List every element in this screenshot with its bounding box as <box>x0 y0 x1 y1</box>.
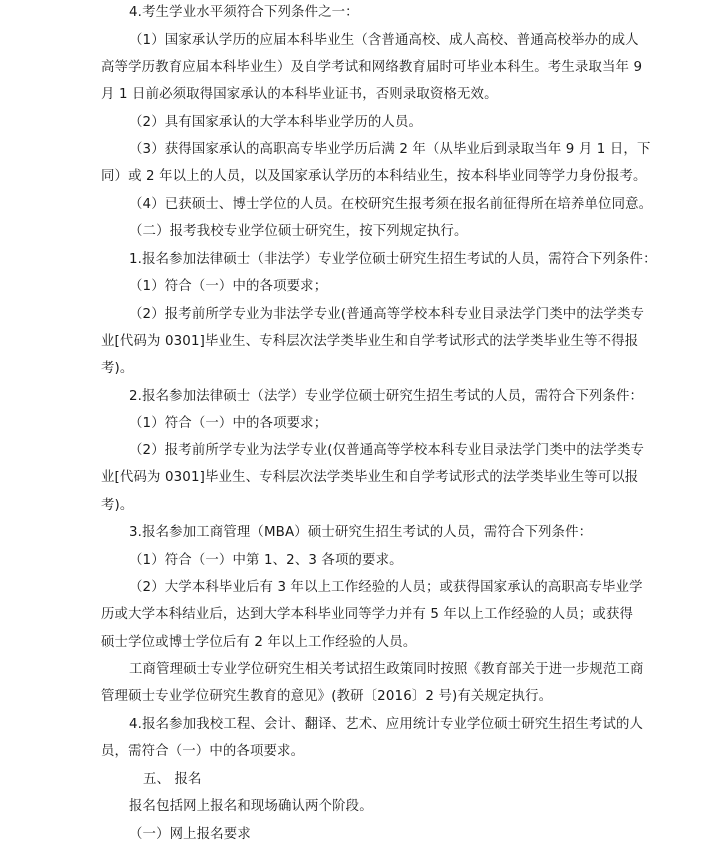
text-line: （2）报考前所学专业为法学专业(仅普通高等学校本科专业目录法学门类中的法学类专 <box>129 443 645 458</box>
subsection-heading: （一）网上报名要求 <box>129 827 251 842</box>
text-line: （4）已获硕士、博士学位的人员。在校研究生报考须在报名前征得所在培养单位同意。 <box>129 197 653 212</box>
section-heading: 五、 报名 <box>143 772 202 787</box>
text-line: 3.报名参加工商管理（MBA）硕士研究生招生考试的人员，需符合下列条件： <box>129 525 593 540</box>
text-line: 月 1 日前必须取得国家承认的本科毕业证书，否则录取资格无效。 <box>101 87 498 102</box>
text-line: （1）符合（一）中第 1、2、3 各项的要求。 <box>129 553 403 568</box>
text-line: 高等学历教育应届本科毕业生）及自学考试和网络教育届时可毕业本科生。考生录取当年 9 <box>101 60 643 75</box>
text-line: 工商管理硕士专业学位研究生相关考试招生政策同时按照《教育部关于进一步规范工商 <box>129 662 644 677</box>
text-line: （2）具有国家承认的大学本科毕业学历的人员。 <box>129 115 423 130</box>
text-line: （二）报考我校专业学位硕士研究生，按下列规定执行。 <box>129 224 468 239</box>
text-line: 员，需符合（一）中的各项要求。 <box>101 744 305 759</box>
text-line: （1）符合（一）中的各项要求； <box>129 416 328 431</box>
text-line: （3）获得国家承认的高职高专毕业学历后满 2 年（从毕业后到录取当年 9 月 1 日，下 <box>129 142 651 157</box>
text-line: 考)。 <box>101 498 134 513</box>
text-line: 报名包括网上报名和现场确认两个阶段。 <box>129 799 373 814</box>
text-line: 同）或 2 年以上的人员，以及国家承认学历的本科结业生，按本科毕业同等学力身份报考。 <box>101 169 647 184</box>
text-line: 历或大学本科结业后，达到大学本科毕业同等学力并有 5 年以上工作经验的人员；或获得 <box>101 607 634 622</box>
text-line: 业[代码为 0301]毕业生、专科层次法学类毕业生和自学考试形式的法学类毕业生等可以报 <box>101 470 639 485</box>
text-line: 管理硕士专业学位研究生教育的意见》(教研〔2016〕2 号)有关规定执行。 <box>101 689 553 704</box>
text-line: （1）国家承认学历的应届本科毕业生（含普通高校、成人高校、普通高校举办的成人 <box>129 33 639 48</box>
text-line: 业[代码为 0301]毕业生、专科层次法学类毕业生和自学考试形式的法学类毕业生等不得报 <box>101 334 639 349</box>
text-line: 2.报名参加法律硕士（法学）专业学位硕士研究生招生考试的人员，需符合下列条件： <box>129 389 644 404</box>
text-line: （2）报考前所学专业为非法学专业(普通高等学校本科专业目录法学门类中的法学类专 <box>129 307 645 322</box>
text-line: 4.考生学业水平须符合下列条件之一： <box>129 5 359 20</box>
text-line: 4.报名参加我校工程、会计、翻译、艺术、应用统计专业学位硕士研究生招生考试的人 <box>129 717 644 732</box>
text-line: （2）大学本科毕业后有 3 年以上工作经验的人员；或获得国家承认的高职高专毕业学 <box>129 580 643 595</box>
text-line: 1.报名参加法律硕士（非法学）专业学位硕士研究生招生考试的人员，需符合下列条件： <box>129 252 657 267</box>
text-line: （1）符合（一）中的各项要求； <box>129 279 328 294</box>
text-line: 硕士学位或博士学位后有 2 年以上工作经验的人员。 <box>101 635 417 650</box>
text-line: 考)。 <box>101 361 134 376</box>
